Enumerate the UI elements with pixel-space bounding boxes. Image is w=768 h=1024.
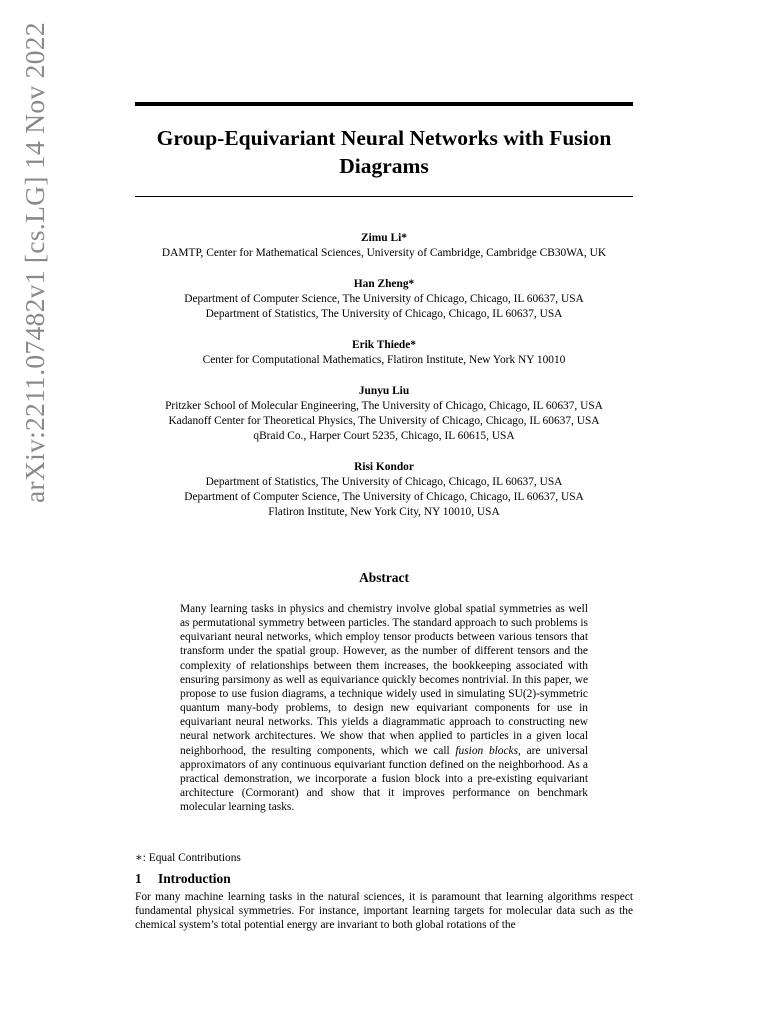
author-list bbox=[100, 231, 668, 536]
author-affiliation: Department of Statistics, The University of Chicago, Chicago, IL 60637, USA bbox=[205, 308, 563, 320]
author-block bbox=[100, 231, 668, 261]
section-heading bbox=[135, 871, 231, 887]
title-top-rule bbox=[135, 102, 633, 106]
author-affiliation: Department of Computer Science, The University of Chicago, Chicago, IL 60637, USA bbox=[184, 491, 584, 503]
author-block bbox=[100, 338, 668, 368]
title-bottom-rule bbox=[135, 196, 633, 197]
section-number: 1 bbox=[135, 871, 142, 886]
author-affiliation: Flatiron Institute, New York City, NY 10010, USA bbox=[268, 506, 500, 518]
author-name: Zimu Li* bbox=[361, 232, 407, 244]
author-block bbox=[100, 384, 668, 444]
abstract-text-part: Many learning tasks in physics and chemistry involve global spatial symmetries as well as permutational symmetry between particles. The standard approach to such problems is equivariant neural networks, which employ tensor products between various tensors that transform under the spatial group. However, as the number of different tensors and the complexity of relationships between them increases, the bookkeeping associated with ensuring parsimony as well as equivariance quickly becomes nontrivial. In this paper, we propose to use fusion diagrams, a technique widely used in simulating SU(2)-symmetric quantum many-body problems, to design new equivariant components for use in equivariant neural networks. This yields a diagrammatic approach to constructing new neural network architectures. We show that when applied to particles in a given local neighborhood, the resulting components, which we call bbox=[180, 603, 588, 757]
author-affiliation: qBraid Co., Harper Court 5235, Chicago, IL 60615, USA bbox=[253, 430, 515, 442]
abstract-text-part: , are universal approximators of any continuous equivariant function defined on the neighborhood. As a practical demonstration, we incorporate a fusion block into a pre-existing equivariant architecture (Cormorant) and show that it improves performance on benchmark molecular learning tasks. bbox=[180, 744, 588, 814]
author-affiliation: Center for Computational Mathematics, Flatiron Institute, New York NY 10010 bbox=[202, 354, 566, 366]
author-name: Han Zheng* bbox=[353, 278, 415, 290]
author-name: Risi Kondor bbox=[354, 461, 414, 473]
abstract-heading: Abstract bbox=[359, 570, 409, 585]
author-block bbox=[100, 460, 668, 520]
section-title: Introduction bbox=[158, 871, 231, 886]
arxiv-identifier: arXiv:2211.07482v1 [cs.LG] 14 Nov 2022 bbox=[19, 22, 50, 503]
author-affiliation: Department of Statistics, The University of Chicago, Chicago, IL 60637, USA bbox=[205, 476, 563, 488]
author-affiliation: Kadanoff Center for Theoretical Physics, The University of Chicago, Chicago, IL 60637, USA bbox=[168, 415, 600, 427]
paper-title: Group-Equivariant Neural Networks with Fusion Diagrams bbox=[156, 126, 612, 178]
author-name: Junyu Liu bbox=[358, 385, 410, 397]
introduction-text: For many machine learning tasks in the natural sciences, it is paramount that learning algorithms respect fundamental physical symmetries. For instance, important learning targets for molecular data such as the chemical system’s total potential energy are invariant to both global rotations of the bbox=[135, 891, 633, 932]
abstract-text bbox=[180, 602, 588, 814]
equal-contribution-footnote: ∗: Equal Contributions bbox=[135, 852, 241, 864]
abstract-emphasis: fusion blocks bbox=[455, 744, 519, 757]
author-name: Erik Thiede* bbox=[351, 339, 417, 351]
author-affiliation: DAMTP, Center for Mathematical Sciences, University of Cambridge, Cambridge CB30WA, UK bbox=[161, 247, 607, 259]
author-affiliation: Department of Computer Science, The University of Chicago, Chicago, IL 60637, USA bbox=[184, 293, 584, 305]
author-block bbox=[100, 277, 668, 322]
author-affiliation: Pritzker School of Molecular Engineering, The University of Chicago, Chicago, IL 60637, USA bbox=[165, 400, 603, 412]
